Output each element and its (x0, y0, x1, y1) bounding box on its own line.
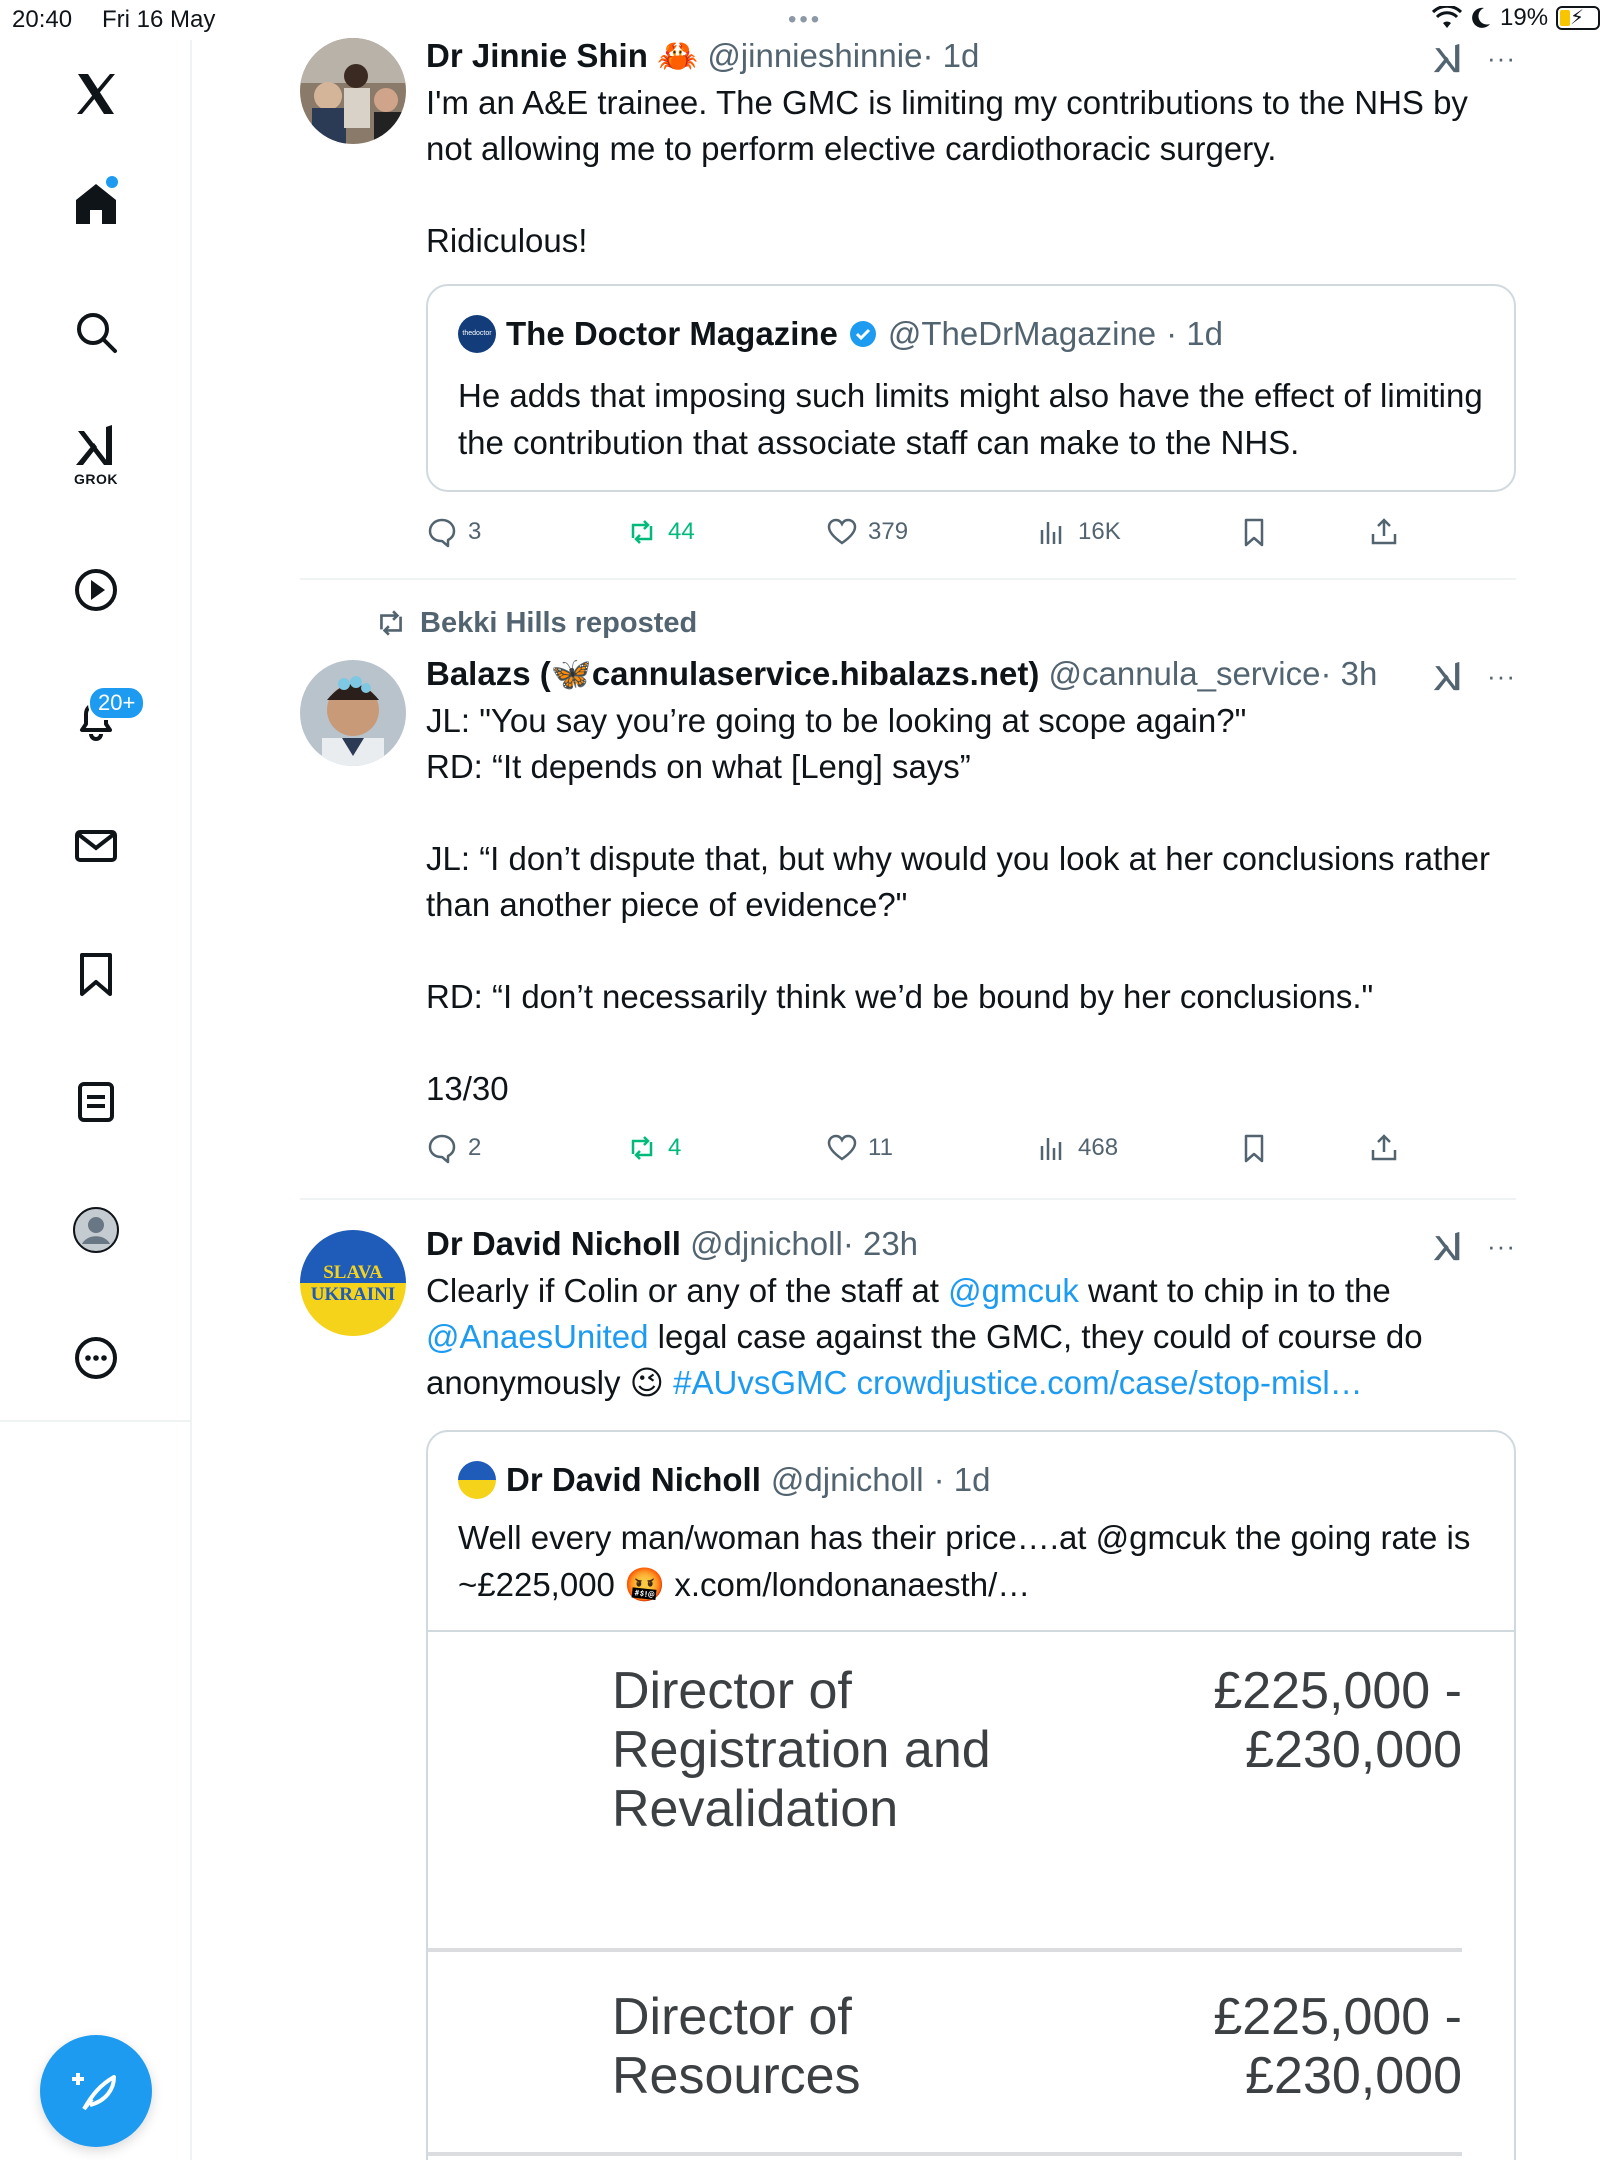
view-count: 468 (1078, 1134, 1119, 1161)
quote-time: · 1d (1166, 315, 1224, 352)
bookmark-icon (1238, 1132, 1270, 1164)
grok-icon (72, 421, 120, 469)
quote-header (458, 1460, 991, 1500)
more-options-icon[interactable]: ··· (1487, 661, 1516, 691)
author-name[interactable]: Dr Jinnie Shin (426, 37, 648, 74)
quote-author-name[interactable]: The Doctor Magazine (506, 315, 838, 352)
like-count: 11 (868, 1134, 893, 1161)
quote-avatar[interactable]: thedoctor (458, 315, 496, 353)
multitask-dots-icon[interactable]: ••• (788, 6, 823, 33)
quote-handle[interactable]: @djnicholl (770, 1461, 924, 1498)
bookmark-button[interactable] (1238, 1126, 1270, 1170)
salary-role: Director of Registration and Revalidation (612, 1662, 991, 1838)
avatar[interactable] (300, 660, 406, 766)
nav-notifications[interactable] (60, 682, 136, 754)
wink-emoji: 😉 (629, 1364, 665, 1401)
reply-icon (426, 516, 458, 548)
tweet-text: JL: "You say you’re going to be looking at scope again?" RD: “It depends on what [Leng] says” JL: “I don’t dispute that, but why would you look at her conclusions rather than another piece of evidence?" RD: “I don’t necessarily think we’d be bound by her conclusions." 13/30 (426, 702, 1490, 1107)
share-button[interactable] (1368, 1126, 1400, 1170)
quote-header (458, 314, 1223, 354)
status-date: Fri 16 May (102, 6, 216, 33)
author-handle[interactable]: @jinnieshinnie (707, 37, 923, 74)
heart-icon (826, 1132, 858, 1164)
repost-count: 4 (668, 1134, 682, 1161)
reply-icon (426, 1132, 458, 1164)
repost-icon (626, 516, 658, 548)
nav-profile[interactable] (60, 1194, 132, 1266)
search-icon (72, 308, 120, 356)
view-count: 16K (1078, 518, 1121, 545)
tweet-header (426, 36, 1516, 76)
list-icon (72, 1078, 120, 1126)
table-divider (428, 2152, 1462, 2156)
like-count: 379 (868, 518, 909, 545)
nav-explore[interactable] (60, 296, 132, 368)
grok-icon[interactable] (1431, 1229, 1465, 1263)
more-circle-icon (72, 1334, 120, 1382)
nav-video[interactable] (60, 554, 132, 626)
tweet-actions (426, 510, 1516, 560)
quote-avatar[interactable] (458, 1461, 496, 1499)
quoted-tweet[interactable] (426, 284, 1516, 492)
tweet-time[interactable]: · 1d (922, 37, 980, 74)
tweet[interactable] (300, 654, 1516, 1194)
repost-button[interactable] (626, 510, 695, 554)
tweet-text: Clearly if Colin or any of the staff at @gmcuk want to chip in to the @AnaesUnited legal case against the GMC, they could of course do anonymously 😉 #AUvsGMC crowdjustice.com/case/stop-misl… (426, 1272, 1423, 1401)
battery-icon: ⚡ (1556, 6, 1600, 30)
quoted-tweet[interactable] (426, 1430, 1516, 2160)
salary-pay: £225,000 - £230,000 (1213, 1662, 1462, 1779)
author-name[interactable]: Dr David Nicholl (426, 1225, 681, 1262)
notifications-badge: 20+ (88, 686, 145, 720)
quote-media-image[interactable] (428, 1630, 1516, 2160)
avatar-text: UKRAINI (310, 1284, 396, 1305)
repost-indicator[interactable] (374, 606, 697, 640)
status-indicators (1432, 4, 1600, 32)
nav-more[interactable] (60, 1322, 132, 1394)
author-emoji: 🦀 (657, 37, 699, 74)
mention-link[interactable]: @gmcuk (948, 1272, 1079, 1309)
x-logo-icon[interactable] (60, 58, 132, 130)
author-handle[interactable]: @djnicholl (690, 1225, 843, 1262)
like-button[interactable] (826, 1126, 893, 1170)
butterfly-emoji: 🦋 (550, 655, 592, 692)
tweet[interactable] (300, 1224, 1516, 2160)
heart-icon (826, 516, 858, 548)
repost-button[interactable] (626, 1126, 681, 1170)
views-button[interactable] (1036, 510, 1121, 554)
views-chart-icon (1036, 1132, 1068, 1164)
avatar[interactable] (300, 38, 406, 144)
envelope-icon (72, 822, 120, 870)
bookmark-icon (72, 950, 120, 998)
tweet-divider (300, 1198, 1516, 1200)
views-chart-icon (1036, 516, 1068, 548)
status-time: 20:40 (12, 6, 73, 33)
compose-feather-icon (70, 2065, 122, 2117)
sidebar-divider (0, 1420, 192, 1422)
verified-badge-icon (848, 319, 878, 349)
share-icon (1368, 1132, 1400, 1164)
reply-button[interactable] (426, 510, 481, 554)
share-icon (1368, 516, 1400, 548)
play-circle-icon (72, 566, 120, 614)
mention-link[interactable]: @AnaesUnited (426, 1318, 649, 1355)
nav-bookmarks[interactable] (60, 938, 132, 1010)
tweet-header (426, 654, 1516, 694)
nav-lists[interactable] (60, 1066, 132, 1138)
repost-count: 44 (668, 518, 695, 545)
quote-url[interactable]: x.com/londonanaesth/… (665, 1566, 1031, 1603)
table-divider (428, 1948, 1462, 1952)
reply-count: 2 (468, 1134, 482, 1161)
profile-avatar-icon (72, 1206, 120, 1254)
salary-role: Director of Resources (612, 1988, 861, 2105)
grok-label: GROK (74, 471, 118, 487)
nav-home[interactable] (60, 168, 132, 240)
nav-grok[interactable] (60, 418, 132, 490)
tweet-time[interactable]: · 23h (842, 1225, 919, 1262)
grok-icon[interactable] (1431, 659, 1465, 693)
battery-percent: 19% (1500, 4, 1549, 31)
avatar[interactable] (300, 1230, 406, 1336)
reply-button[interactable] (426, 1126, 481, 1170)
tweet-text: I'm an A&E trainee. The GMC is limiting my contributions to the NHS by not allowing me to perform elective cardiothoracic surgery. Ridiculous! (426, 84, 1468, 259)
tweet-divider (300, 578, 1516, 580)
tweet-actions (426, 1126, 1516, 1176)
salary-pay: £225,000 - £230,000 (1213, 1988, 1462, 2105)
views-button[interactable] (1036, 1126, 1118, 1170)
quote-author-name[interactable]: Dr David Nicholl (506, 1461, 761, 1498)
quote-time: · 1d (933, 1461, 991, 1498)
url-link[interactable]: crowdjustice.com/case/stop-misl… (847, 1364, 1363, 1401)
quote-text: Well every man/woman has their price….at @gmcuk the going rate is ~£225,000 🤬 x.com/londonanaesth/… (458, 1519, 1471, 1603)
home-unread-dot (106, 176, 118, 188)
more-options-icon[interactable]: ··· (1487, 1231, 1516, 1261)
status-bar (0, 0, 1620, 40)
quote-handle[interactable]: @TheDrMagazine (887, 315, 1157, 352)
moon-icon (1470, 6, 1492, 30)
avatar-text: SLAVA (323, 1262, 383, 1283)
bookmark-icon (1238, 516, 1270, 548)
like-button[interactable] (826, 510, 908, 554)
author-name[interactable]: Balazs (🦋cannulaservice.hibalazs.net) (426, 655, 1040, 692)
tweet[interactable] (300, 36, 1516, 576)
repost-icon (374, 606, 408, 640)
compose-button[interactable] (40, 2035, 152, 2147)
angry-emoji: 🤬 (624, 1566, 666, 1603)
author-handle[interactable]: @cannula_service (1048, 655, 1321, 692)
grok-icon[interactable] (1431, 41, 1465, 75)
more-options-icon[interactable]: ··· (1487, 43, 1516, 73)
nav-messages[interactable] (60, 810, 132, 882)
tweet-header (426, 1224, 1516, 1264)
share-button[interactable] (1368, 510, 1400, 554)
repost-icon (626, 1132, 658, 1164)
quote-text: He adds that imposing such limits might also have the effect of limiting the contribution that associate staff can make to the NHS. (458, 377, 1483, 461)
bookmark-button[interactable] (1238, 510, 1270, 554)
tweet-time[interactable]: · 3h (1320, 655, 1378, 692)
sidebar (0, 40, 192, 2160)
reply-count: 3 (468, 518, 482, 545)
wifi-icon (1432, 6, 1462, 30)
hashtag-link[interactable]: #AUvsGMC (664, 1364, 848, 1401)
reposted-by: Bekki Hills reposted (420, 606, 698, 639)
